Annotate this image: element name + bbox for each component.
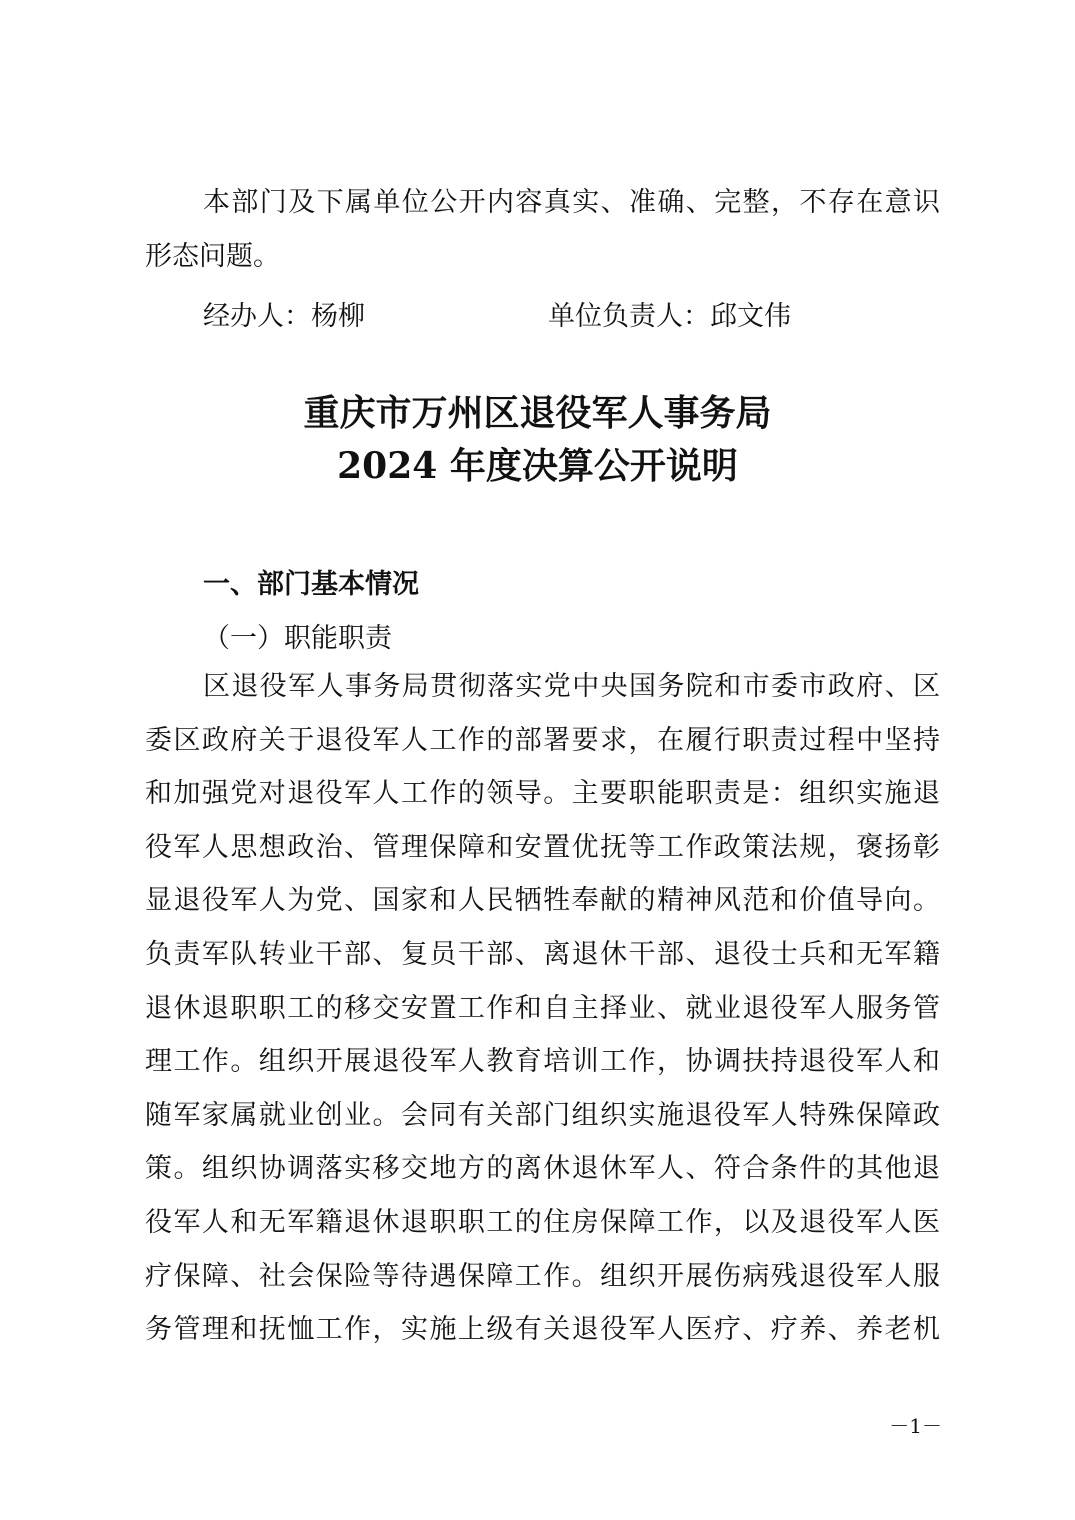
document-subtitle: 2024 年度决算公开说明 — [337, 445, 738, 487]
leader-signature: 单位负责人：邱文伟 — [548, 301, 791, 332]
paragraph-line: 显退役军人为党、国家和人民牺牲奉献的精神风范和价值导向。 — [145, 885, 940, 917]
paragraph-line: 委区政府关于退役军人工作的部署要求，在履行职责过程中坚持 — [145, 724, 940, 756]
paragraph-line: 退休退职职工的移交安置工作和自主择业、就业退役军人服务管 — [145, 992, 940, 1024]
paragraph-line: 理工作。组织开展退役军人教育培训工作，协调扶持退役军人和 — [145, 1046, 940, 1078]
paragraph-line: 疗保障、社会保险等待遇保障工作。组织开展伤病残退役军人服 — [145, 1260, 940, 1292]
intro-line: 本部门及下属单位公开内容真实、准确、完整，不存在意识 — [203, 187, 940, 218]
handler-signature: 经办人：杨柳 — [203, 301, 365, 332]
paragraph-line: 役军人思想政治、管理保障和安置优抚等工作政策法规，褒扬彰 — [145, 831, 940, 863]
paragraph-line: 策。组织协调落实移交地方的离休退休军人、符合条件的其他退 — [145, 1153, 940, 1185]
paragraph-line: 役军人和无军籍退休退职职工的住房保障工作，以及退役军人医 — [145, 1207, 940, 1238]
section-heading: 一、部门基本情况 — [203, 569, 419, 600]
intro-line: 形态问题。 — [145, 241, 280, 272]
document-title: 重庆市万州区退役军人事务局 — [303, 392, 772, 434]
paragraph-line: 和加强党对退役军人工作的领导。主要职能职责是：组织实施退 — [145, 778, 940, 810]
page-number: －1－ — [889, 1414, 942, 1438]
paragraph-line: 务管理和抚恤工作，实施上级有关退役军人医疗、疗养、养老机 — [145, 1314, 940, 1346]
paragraph-line: 负责军队转业干部、复员干部、离退休干部、退役士兵和无军籍 — [145, 939, 940, 970]
subsection-heading: （一）职能职责 — [203, 623, 392, 654]
paragraph-line: 随军家属就业创业。会同有关部门组织实施退役军人特殊保障政 — [145, 1099, 940, 1131]
paragraph-line: 区退役军人事务局贯彻落实党中央国务院和市委市政府、区 — [203, 671, 940, 702]
